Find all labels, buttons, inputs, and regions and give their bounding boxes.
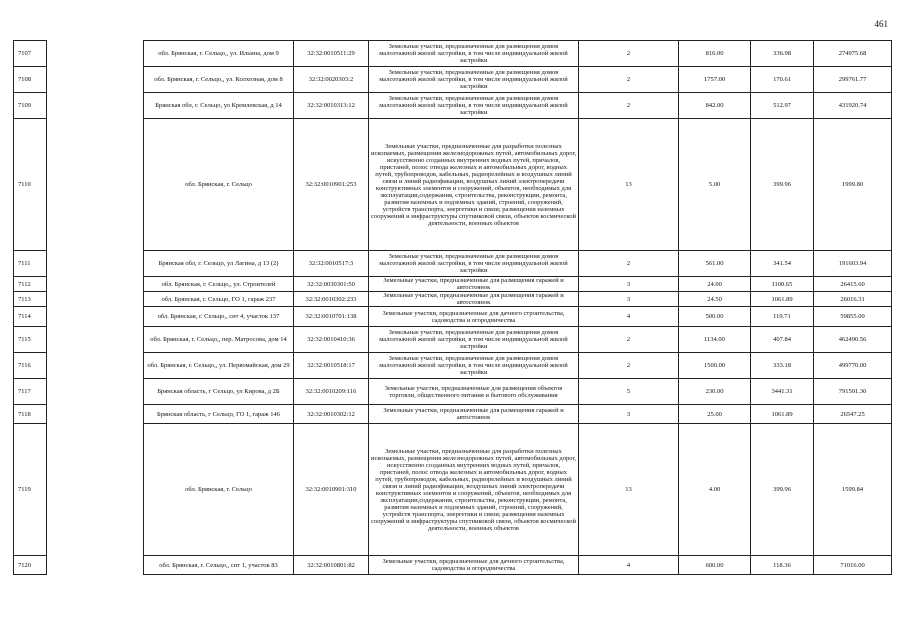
- table-row: [14, 379, 892, 405]
- row-number: 7112: [14, 277, 47, 292]
- table-row: [14, 353, 892, 379]
- group-cell: 3: [579, 405, 679, 424]
- land-registry-table: [13, 40, 892, 575]
- group-cell: 5: [579, 379, 679, 405]
- address-cell: Брянская область, г Сельцо, ул Кирова, д 2Б: [144, 379, 294, 405]
- table-row: [14, 251, 892, 277]
- rate-cell: 407.84: [751, 327, 814, 353]
- cadastral-value-cell: 26415.60: [814, 277, 892, 292]
- address-cell: Брянская область, г Сельцо, ГО 1, гараж 146: [144, 405, 294, 424]
- rate-cell: 336.98: [751, 41, 814, 67]
- address-cell: обл. Брянская, г. Сельцо,, ул. Первомайская, дом 29: [144, 353, 294, 379]
- land-use-cell: Земельные участки, предназначенные для размещения домов малоэтажной жилой застройки, в том числе индивидуальной жилой застройки: [369, 327, 579, 353]
- table-row: [14, 556, 892, 575]
- table-row: [14, 292, 892, 307]
- row-number: 7116: [14, 353, 47, 379]
- group-cell: 3: [579, 277, 679, 292]
- area-cell: 24.00: [679, 277, 751, 292]
- rate-cell: 341.54: [751, 251, 814, 277]
- cadastral-number-cell: 32:32:0010517:3: [294, 251, 369, 277]
- row-number: 7111: [14, 251, 47, 277]
- cadastral-value-cell: 274975.68: [814, 41, 892, 67]
- group-cell: 2: [579, 41, 679, 67]
- land-use-cell: Земельные участки, предназначенные для размещения домов малоэтажной жилой застройки, в том числе индивидуальной жилой застройки: [369, 353, 579, 379]
- row-number: 7117: [14, 379, 47, 405]
- row-number: 7109: [14, 93, 47, 119]
- address-cell: Брянская обл, г. Сельцо, ул Кремлевская, д 14: [144, 93, 294, 119]
- blank-cell: [47, 277, 144, 292]
- cadastral-value-cell: 1599.84: [814, 424, 892, 556]
- area-cell: 4.00: [679, 424, 751, 556]
- cadastral-number-cell: 32:32:0020303:2: [294, 67, 369, 93]
- row-number: 7115: [14, 327, 47, 353]
- blank-cell: [47, 405, 144, 424]
- land-use-cell: Земельные участки, предназначенные для размещения гаражей и автостоянок: [369, 405, 579, 424]
- area-cell: 816.00: [679, 41, 751, 67]
- rate-cell: 119.71: [751, 307, 814, 327]
- rate-cell: 170.61: [751, 67, 814, 93]
- land-use-cell: Земельные участки, предназначенные для размещения домов малоэтажной жилой застройки, в том числе индивидуальной жилой застройки: [369, 93, 579, 119]
- cadastral-number-cell: 32:32:0010518:17: [294, 353, 369, 379]
- cadastral-number-cell: 32:32:0010801:82: [294, 556, 369, 575]
- group-cell: 4: [579, 307, 679, 327]
- land-use-cell: Земельные участки, предназначенные для размещения домов малоэтажной жилой застройки, в том числе индивидуальной жилой застройки: [369, 41, 579, 67]
- address-cell: Брянская обл, г. Сельцо, ул Лагина, д 13 (2): [144, 251, 294, 277]
- cadastral-value-cell: 499770.00: [814, 353, 892, 379]
- row-number: 7113: [14, 292, 47, 307]
- row-number: 7119: [14, 424, 47, 556]
- blank-cell: [47, 424, 144, 556]
- area-cell: 842.00: [679, 93, 751, 119]
- address-cell: обл. Брянская, г. Сельцо: [144, 424, 294, 556]
- table-row: [14, 41, 892, 67]
- land-use-cell: Земельные участки, предназначенные для дачного строительства, садоводства и огородничества: [369, 556, 579, 575]
- blank-cell: [47, 327, 144, 353]
- page-number: 461: [874, 19, 888, 29]
- group-cell: 2: [579, 327, 679, 353]
- land-use-cell: Земельные участки, предназначенные для разработки полезных ископаемых, размещения железнодорожных путей, автомобильных дорог, искусственно созданных внутренних водных путей, причалов, пристаней, полос отвода железных и автомобильных дорог, водных путей, трубопроводов, кабельных, радиорелейных и воздушных линий связи и линий радиофикации, воздушных линий электропередачи конструктивных элементов и сооружений, объектов, необходимых для эксплуатации,содержания, строительства, реконструкции, ремонта, развития наземных и подземных зданий, строений, сооружений, устройств транспорта, энергетики и связи; размещения наземных сооружений и инфраструктуры спутниковой связи, объектов космической деятельности, военных объектов: [369, 424, 579, 556]
- row-number: 7107: [14, 41, 47, 67]
- blank-cell: [47, 119, 144, 251]
- land-use-cell: Земельные участки, предназначенные для размещения гаражей и автостоянок: [369, 292, 579, 307]
- rate-cell: 3441.31: [751, 379, 814, 405]
- group-cell: 3: [579, 292, 679, 307]
- row-number: 7108: [14, 67, 47, 93]
- table-row: [14, 424, 892, 556]
- cadastral-value-cell: 791501.30: [814, 379, 892, 405]
- address-cell: обл. Брянская, г. Сельцо, ГО 1, гараж 237: [144, 292, 294, 307]
- rate-cell: 1100.65: [751, 277, 814, 292]
- area-cell: 500.00: [679, 307, 751, 327]
- land-use-cell: Земельные участки, предназначенные для размещения гаражей и автостоянок: [369, 277, 579, 292]
- blank-cell: [47, 292, 144, 307]
- blank-cell: [47, 379, 144, 405]
- cadastral-number-cell: 32:32:0010302:12: [294, 405, 369, 424]
- blank-cell: [47, 556, 144, 575]
- area-cell: 1134.00: [679, 327, 751, 353]
- address-cell: обл. Брянская, г. Сельцо: [144, 119, 294, 251]
- rate-cell: 118.36: [751, 556, 814, 575]
- row-number: 7114: [14, 307, 47, 327]
- row-number: 7118: [14, 405, 47, 424]
- group-cell: 13: [579, 424, 679, 556]
- rate-cell: 399.96: [751, 119, 814, 251]
- cadastral-number-cell: 32:32:0010901:310: [294, 424, 369, 556]
- area-cell: 24.50: [679, 292, 751, 307]
- land-use-cell: Земельные участки, предназначенные для размещения домов малоэтажной жилой застройки, в том числе индивидуальной жилой застройки: [369, 251, 579, 277]
- area-cell: 600.00: [679, 556, 751, 575]
- group-cell: 13: [579, 119, 679, 251]
- rate-cell: 399.96: [751, 424, 814, 556]
- rate-cell: 512.97: [751, 93, 814, 119]
- rate-cell: 1061.89: [751, 292, 814, 307]
- cadastral-number-cell: 32:32:0010901:253: [294, 119, 369, 251]
- cadastral-value-cell: 1999.80: [814, 119, 892, 251]
- address-cell: обл. Брянская, г. Сельцо,, снт 1, участок 83: [144, 556, 294, 575]
- address-cell: обл. Брянская, г. Сельцо,, ул. Строителей: [144, 277, 294, 292]
- cadastral-number-cell: 32:32:0010313:12: [294, 93, 369, 119]
- blank-cell: [47, 67, 144, 93]
- blank-cell: [47, 93, 144, 119]
- group-cell: 2: [579, 353, 679, 379]
- land-use-cell: Земельные участки, предназначенные для размещения объектов торговли, общественного питания и бытового обслуживания: [369, 379, 579, 405]
- cadastral-value-cell: 26547.25: [814, 405, 892, 424]
- row-number: 7120: [14, 556, 47, 575]
- cadastral-number-cell: 32:32:0010410:36: [294, 327, 369, 353]
- blank-cell: [47, 307, 144, 327]
- table-row: [14, 307, 892, 327]
- group-cell: 2: [579, 251, 679, 277]
- cadastral-value-cell: 191603.94: [814, 251, 892, 277]
- rate-cell: 1061.89: [751, 405, 814, 424]
- blank-cell: [47, 41, 144, 67]
- area-cell: 25.00: [679, 405, 751, 424]
- land-use-cell: Земельные участки, предназначенные для размещения домов малоэтажной жилой застройки, в том числе индивидуальной жилой застройки: [369, 67, 579, 93]
- cadastral-value-cell: 299761.77: [814, 67, 892, 93]
- group-cell: 2: [579, 93, 679, 119]
- address-cell: обл. Брянская, г. Сельцо,, ул. Колхозная, дом 8: [144, 67, 294, 93]
- cadastral-number-cell: 32:32:0010511:29: [294, 41, 369, 67]
- cadastral-value-cell: 462490.56: [814, 327, 892, 353]
- area-cell: 230.00: [679, 379, 751, 405]
- land-use-cell: Земельные участки, предназначенные для дачного строительства, садоводства и огородничества: [369, 307, 579, 327]
- table-row: [14, 67, 892, 93]
- cadastral-number-cell: 32:32:0010209:116: [294, 379, 369, 405]
- address-cell: обл. Брянская, г. Сельцо,, пер. Матросова, дом 14: [144, 327, 294, 353]
- address-cell: обл. Брянская, г. Сельцо,, снт 4, участок 137: [144, 307, 294, 327]
- cadastral-value-cell: 71016.00: [814, 556, 892, 575]
- row-number: 7110: [14, 119, 47, 251]
- area-cell: 5.00: [679, 119, 751, 251]
- address-cell: обл. Брянская, г. Сельцо,, ул. Ильина, дом 9: [144, 41, 294, 67]
- blank-cell: [47, 251, 144, 277]
- area-cell: 1500.00: [679, 353, 751, 379]
- cadastral-value-cell: 26016.31: [814, 292, 892, 307]
- cadastral-number-cell: 32:32:0010302:233: [294, 292, 369, 307]
- group-cell: 2: [579, 67, 679, 93]
- land-use-cell: Земельные участки, предназначенные для разработки полезных ископаемых, размещения железнодорожных путей, автомобильных дорог, искусственно созданных внутренних водных путей, причалов, пристаней, полос отвода железных и автомобильных дорог, водных путей, трубопроводов, кабельных, радиорелейных и воздушных линий связи и линий радиофикации, воздушных линий электропередачи конструктивных элементов и сооружений, объектов, необходимых для эксплуатации,содержания, строительства, реконструкции, ремонта, развития наземных и подземных зданий, строений, сооружений, устройств транспорта, энергетики и связи; размещения наземных сооружений и инфраструктуры спутниковой связи, объектов космической деятельности, военных объектов: [369, 119, 579, 251]
- cadastral-value-cell: 59855.00: [814, 307, 892, 327]
- table-row: [14, 119, 892, 251]
- table-row: [14, 93, 892, 119]
- group-cell: 4: [579, 556, 679, 575]
- cadastral-number-cell: 32:32:0030301:50: [294, 277, 369, 292]
- blank-cell: [47, 353, 144, 379]
- rate-cell: 333.18: [751, 353, 814, 379]
- area-cell: 1757.00: [679, 67, 751, 93]
- table-row: [14, 277, 892, 292]
- cadastral-value-cell: 431920.74: [814, 93, 892, 119]
- area-cell: 561.00: [679, 251, 751, 277]
- table-row: [14, 405, 892, 424]
- cadastral-number-cell: 32:32:0010701:138: [294, 307, 369, 327]
- table-row: [14, 327, 892, 353]
